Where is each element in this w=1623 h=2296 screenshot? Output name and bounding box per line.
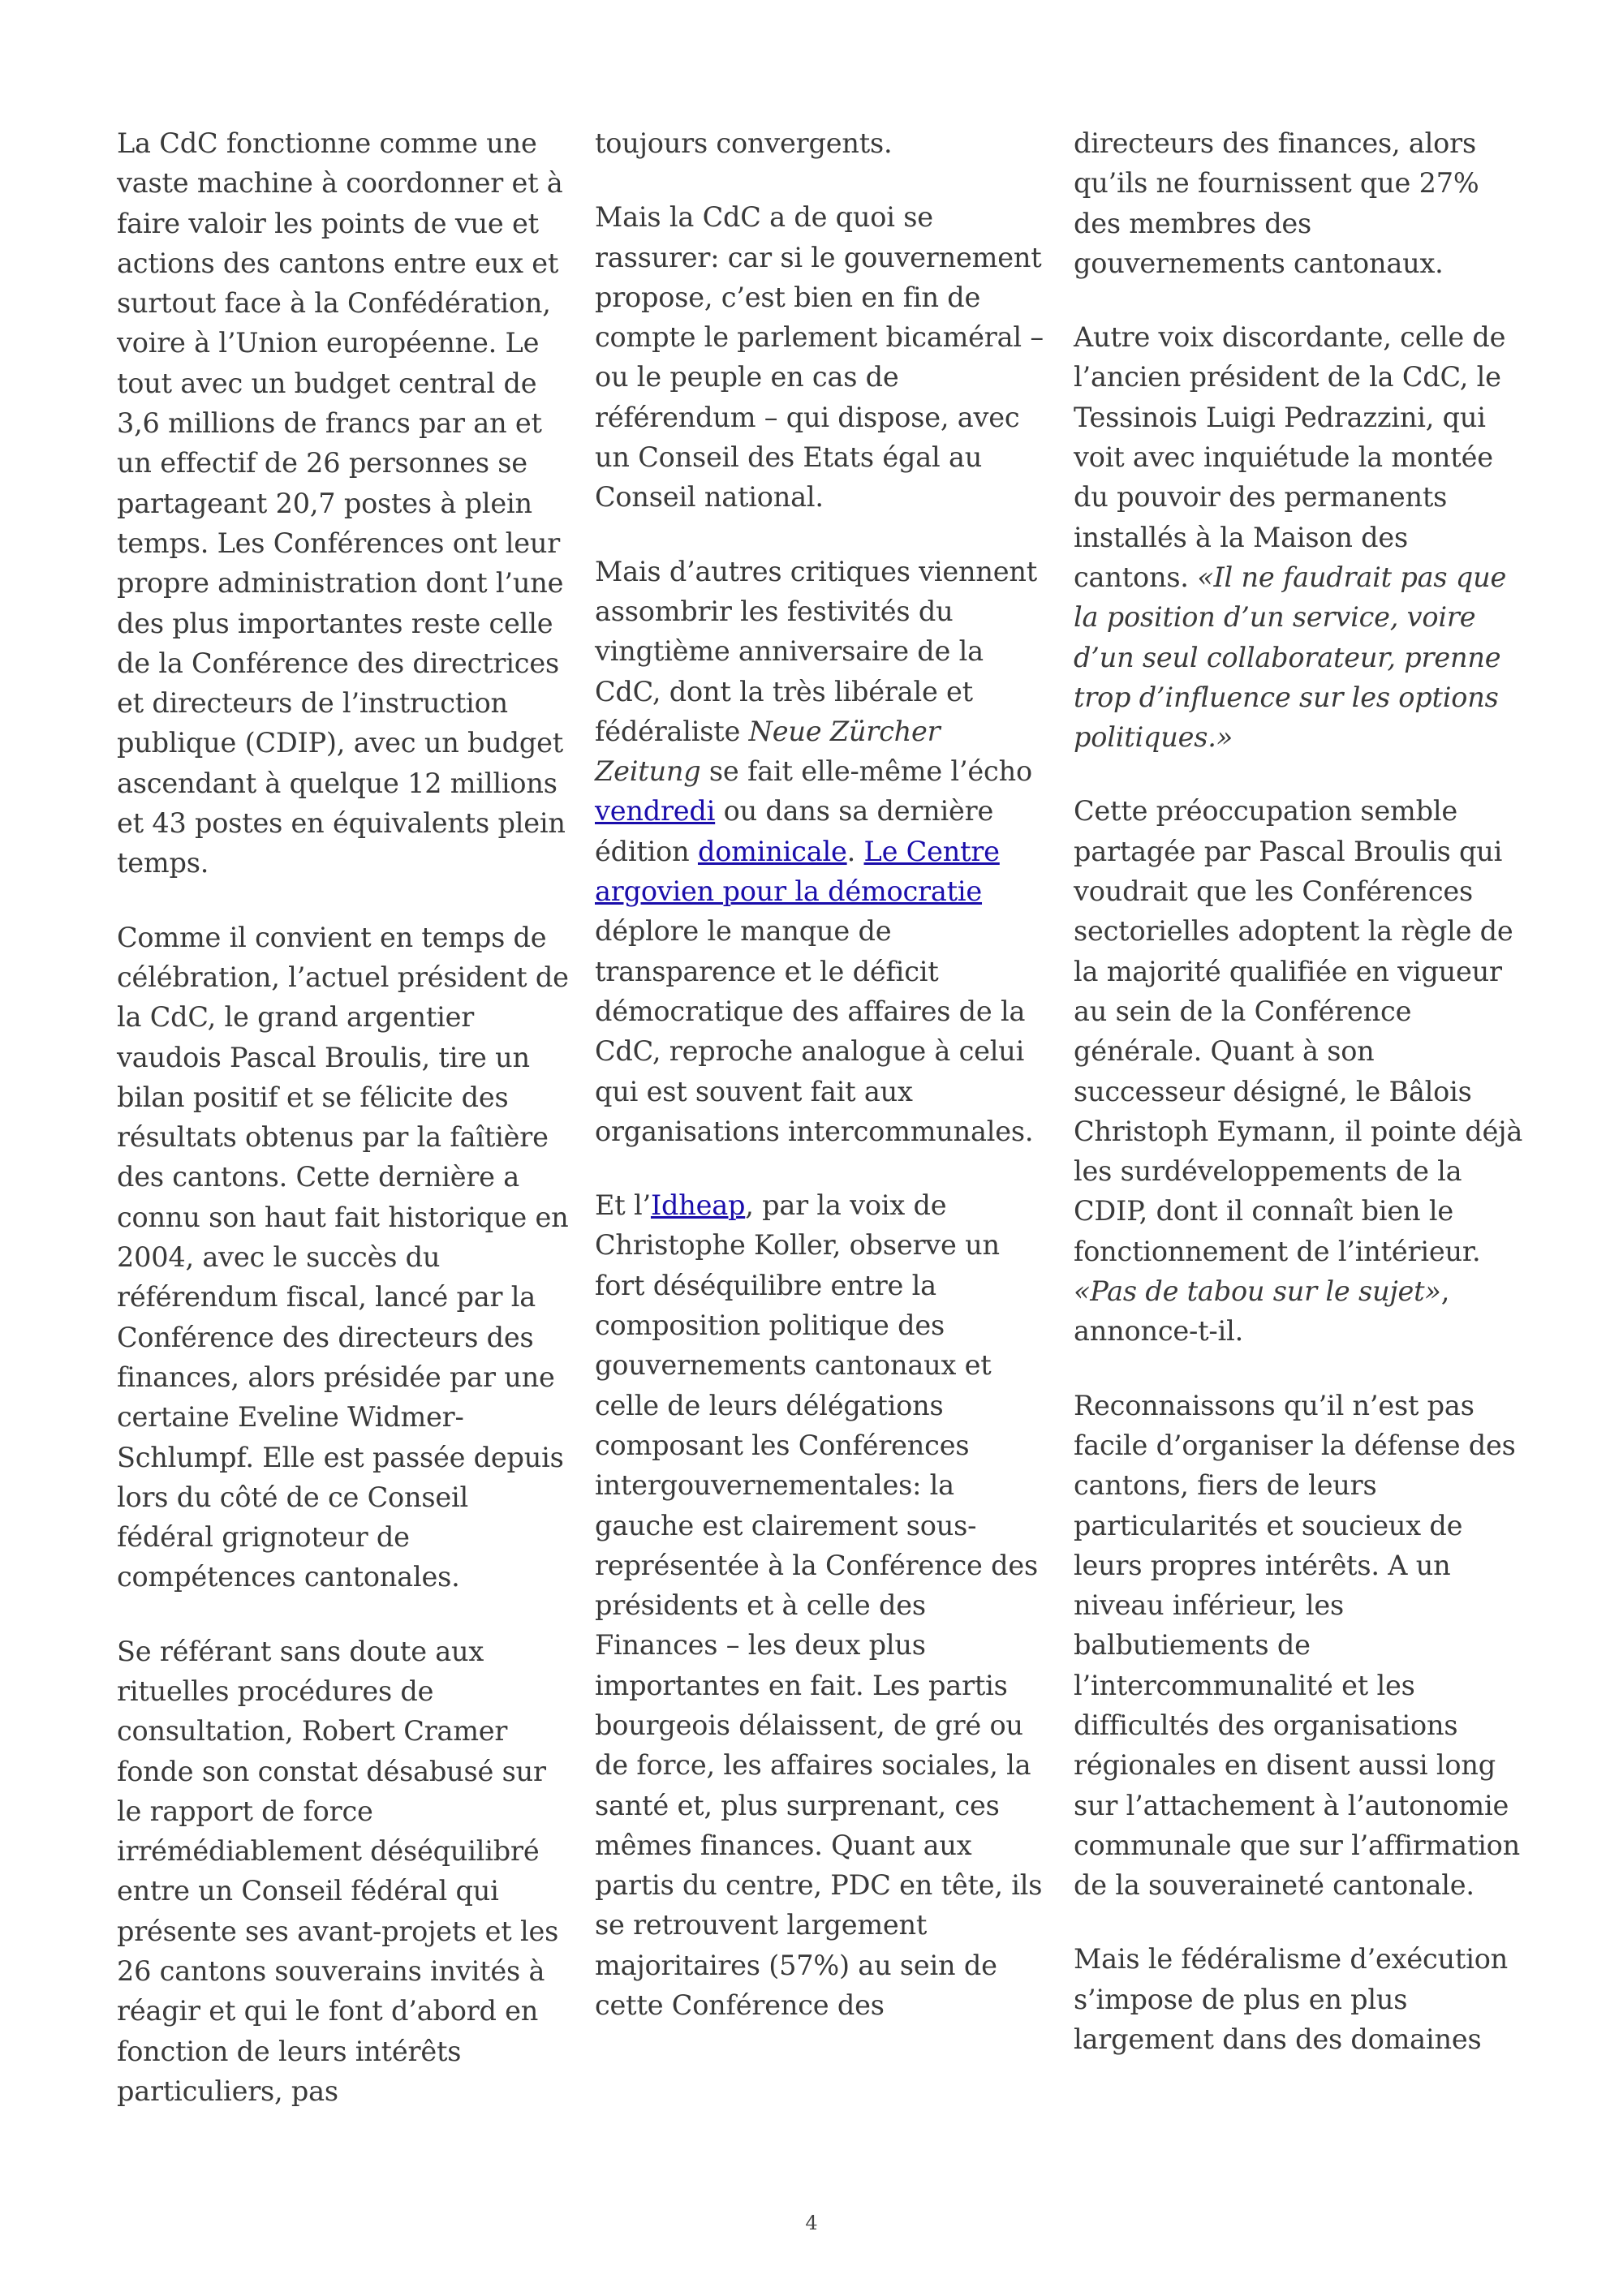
- paragraph: [595, 1185, 1049, 2025]
- paragraph: directeurs des finances, alors qu’ils ne fournissent que 27% des membres des gouvernements cantonaux.: [1074, 127, 1479, 279]
- paragraph: [1074, 317, 1528, 757]
- paragraph: [595, 552, 1049, 1151]
- page-number: 4: [805, 2212, 818, 2234]
- newspaper-title: Neue Zürcher Zeitung: [595, 715, 941, 788]
- paragraph: [1074, 791, 1528, 1351]
- text-run: .: [846, 835, 864, 867]
- quote: «Il ne faudrait pas que la position d’un service, voire d’un seul collaborateur, prenne trop d’influence sur les options politiques.»: [1074, 561, 1507, 754]
- paragraph: Reconnaissons qu’il n’est pas facile d’organiser la défense des cantons, fiers de leurs particularités et soucieux de leurs propres intérêts. A un niveau inférieur, les balbutiements de l’intercommunalité et les difficultés des organisations régionales en disent aussi long sur l’attachement à l’autonomie communale que sur l’affirmation de la souveraineté cantonale.: [1074, 1389, 1521, 1902]
- paragraph: Se référant sans doute aux rituelles procédures de consultation, Robert Cramer fonde son constat désabusé sur le rapport de force irrémédiablement déséquilibré entre un Conseil fédéral qui présente ses avant-projets et les 26 cantons souverains invités à réagir et qui le font d’abord en fonction de leurs intérêts particuliers, pas: [117, 1635, 559, 2107]
- text-run: Mais d’autres critiques viennent assombrir les festivités du vingtième anniversaire de la CdC, dont la très libérale et fédéraliste: [595, 555, 1038, 747]
- paragraph: La CdC fonctionne comme une vaste machine à coordonner et à faire valoir les points de vue et actions des cantons entre eux et surtout face à la Confédération, voire à l’Union européenne. Le tout avec un budget central de 3,6 millions de francs par an et un effectif de 26 personnes se partageant 20,7 postes à plein temps. Les Conférences ont leur propre administration dont l’une des plus importantes reste celle de la Conférence des directrices et directeurs de l’instruction publique (CDIP), avec un budget ascendant à quelque 12 millions et 43 postes en équivalents plein temps.: [117, 127, 566, 879]
- text-run: déplore le manque de transparence et le déficit démocratique des affaires de la CdC, reproche analogue à celui qui est souvent fait aux organisations intercommunales.: [595, 915, 1034, 1147]
- text-column-2: [595, 123, 1049, 2059]
- paragraph: Mais la CdC a de quoi se rassurer: car si le gouvernement propose, c’est bien en fin de compte le parlement bicaméral – ou le peuple en cas de référendum – qui dispose, avec un Conseil des Etats égal au Conseil national.: [595, 201, 1044, 514]
- text-run: Cette préoccupation semble partagée par Pascal Broulis qui voudrait que les Conférences sectorielles adoptent la règle de la majorité qualifiée en vigueur au sein de la Conférence générale. Quant à son successeur désigné, le Bâlois Christoph Eymann, il pointe déjà les surdéveloppements de la CDIP, dont il connaît bien le fonctionnement de l’intérieur.: [1074, 795, 1523, 1267]
- text-run: Et l’: [595, 1189, 651, 1222]
- paragraph: Mais le fédéralisme d’exécution s’impose de plus en plus largement dans des domaines: [1074, 1943, 1509, 2056]
- paragraph: Comme il convient en temps de célébration, l’actuel président de la CdC, le grand argentier vaudois Pascal Broulis, tire un bilan positif et se félicite des résultats obtenus par la faîtière des cantons. Cette dernière a connu son haut fait historique en 2004, avec le succès du référendum fiscal, lancé par la Conférence des directeurs des finances, alors présidée par une certaine Eveline Widmer-Schlumpf. Elle est passée depuis lors du côté de ce Conseil fédéral grignoteur de compétences cantonales.: [117, 921, 569, 1593]
- text-run: ou dans sa dernière édition: [595, 795, 994, 867]
- link-vendredi[interactable]: vendredi: [595, 795, 716, 828]
- text-run: , annonce-t-il.: [1074, 1275, 1450, 1348]
- text-run: Autre voix discordante, celle de l’ancien président de la CdC, le Tessinois Luigi Pedrazzini, qui voit avec inquiétude la montée du pouvoir des permanents installés à la Maison des cantons.: [1074, 321, 1506, 593]
- text-column-3: [1074, 123, 1528, 2093]
- text-run: se fait elle-même l’écho: [700, 755, 1032, 788]
- text-column-1: [117, 123, 571, 2145]
- text-run: , par la voix de Christophe Koller, observe un fort déséquilibre entre la composition politique des gouvernements cantonaux et celle de leurs délégations composant les Conférences intergouvernementales: la gauche est clairement sous-représentée à la Conférence des présidents et à celle des Finances – les deux plus importantes en fait. Les partis bourgeois délaissent, de gré ou de force, les affaires sociales, la santé et, plus surprenant, ces mêmes finances. Quant aux partis du centre, PDC en tête, ils se retrouvent largement majoritaires (57%) au sein de cette Conférence des: [595, 1189, 1043, 2022]
- paragraph: toujours convergents.: [595, 127, 893, 159]
- quote: «Pas de tabou sur le sujet»: [1074, 1275, 1441, 1308]
- link-idheap[interactable]: Idheap: [650, 1189, 746, 1222]
- link-centre-argovien[interactable]: Le Centre argovien pour la démocratie: [595, 835, 1000, 908]
- link-dominicale[interactable]: dominicale: [697, 835, 847, 867]
